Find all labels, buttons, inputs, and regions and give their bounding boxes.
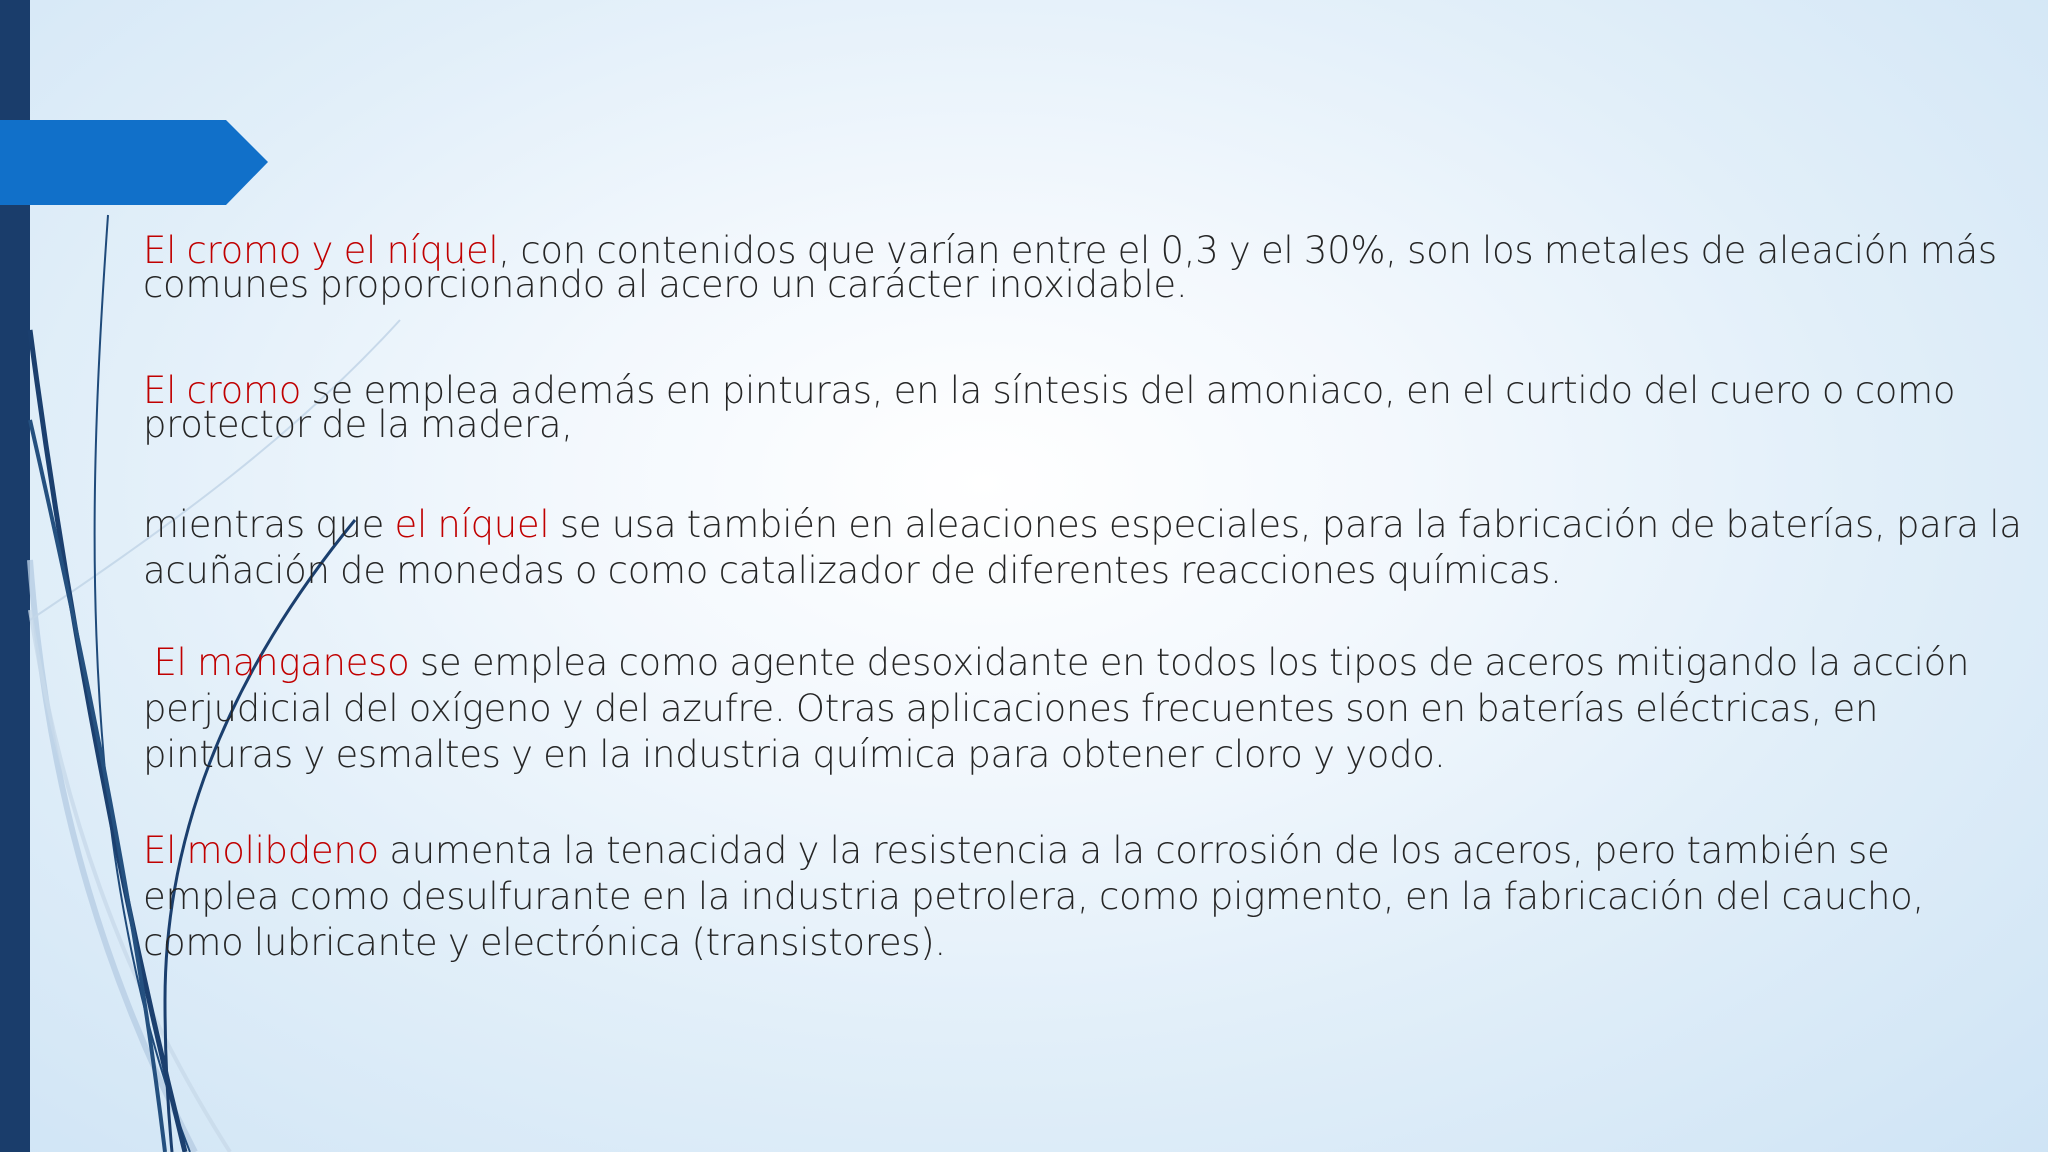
paragraph-manganese — [143, 640, 2033, 778]
paragraph-text: , con contenidos que varían entre el 0,3 y el 30%, son los metales de aleación más comunes proporcionando al acero un carácter inoxidable. — [143, 229, 1997, 306]
paragraph-chrome-nickel — [143, 229, 2033, 306]
paragraph-text: se emplea como agente desoxidante en todos los tipos de aceros mitigando la acción perjudicial del oxígeno y del azufre. Otras aplicaciones frecuentes son en baterías eléctricas, en pinturas y esmaltes y en la industria química para obtener cloro y yodo. — [143, 641, 1970, 776]
highlight-term: el níquel — [394, 503, 550, 546]
highlight-term: El molibdeno — [143, 829, 379, 872]
highlight-term: El manganeso — [153, 641, 410, 684]
highlight-term: El cromo — [143, 369, 302, 412]
highlight-term: El cromo y el níquel — [143, 229, 499, 272]
paragraph-text: aumenta la tenacidad y la resistencia a la corrosión de los aceros, pero también se emplea como desulfurante en la industria petrolera, como pigmento, en la fabricación del caucho, como lubricante y electrónica (transistores). — [143, 829, 1924, 964]
paragraph-nickel — [143, 502, 2033, 594]
paragraph-chrome — [143, 369, 2033, 446]
paragraph-molybdenum — [143, 828, 2033, 966]
paragraph-text: se emplea además en pinturas, en la síntesis del amoniaco, en el curtido del cuero o como protector de la madera, — [143, 369, 1956, 446]
paragraph-text: se usa también en aleaciones especiales, para la fabricación de baterías, para la acuñación de monedas o como catalizador de diferentes reacciones químicas. — [143, 503, 2022, 592]
paragraph-lead: mientras que — [143, 503, 395, 546]
slide-body — [143, 229, 2033, 966]
title-arrow-tab — [0, 120, 268, 205]
